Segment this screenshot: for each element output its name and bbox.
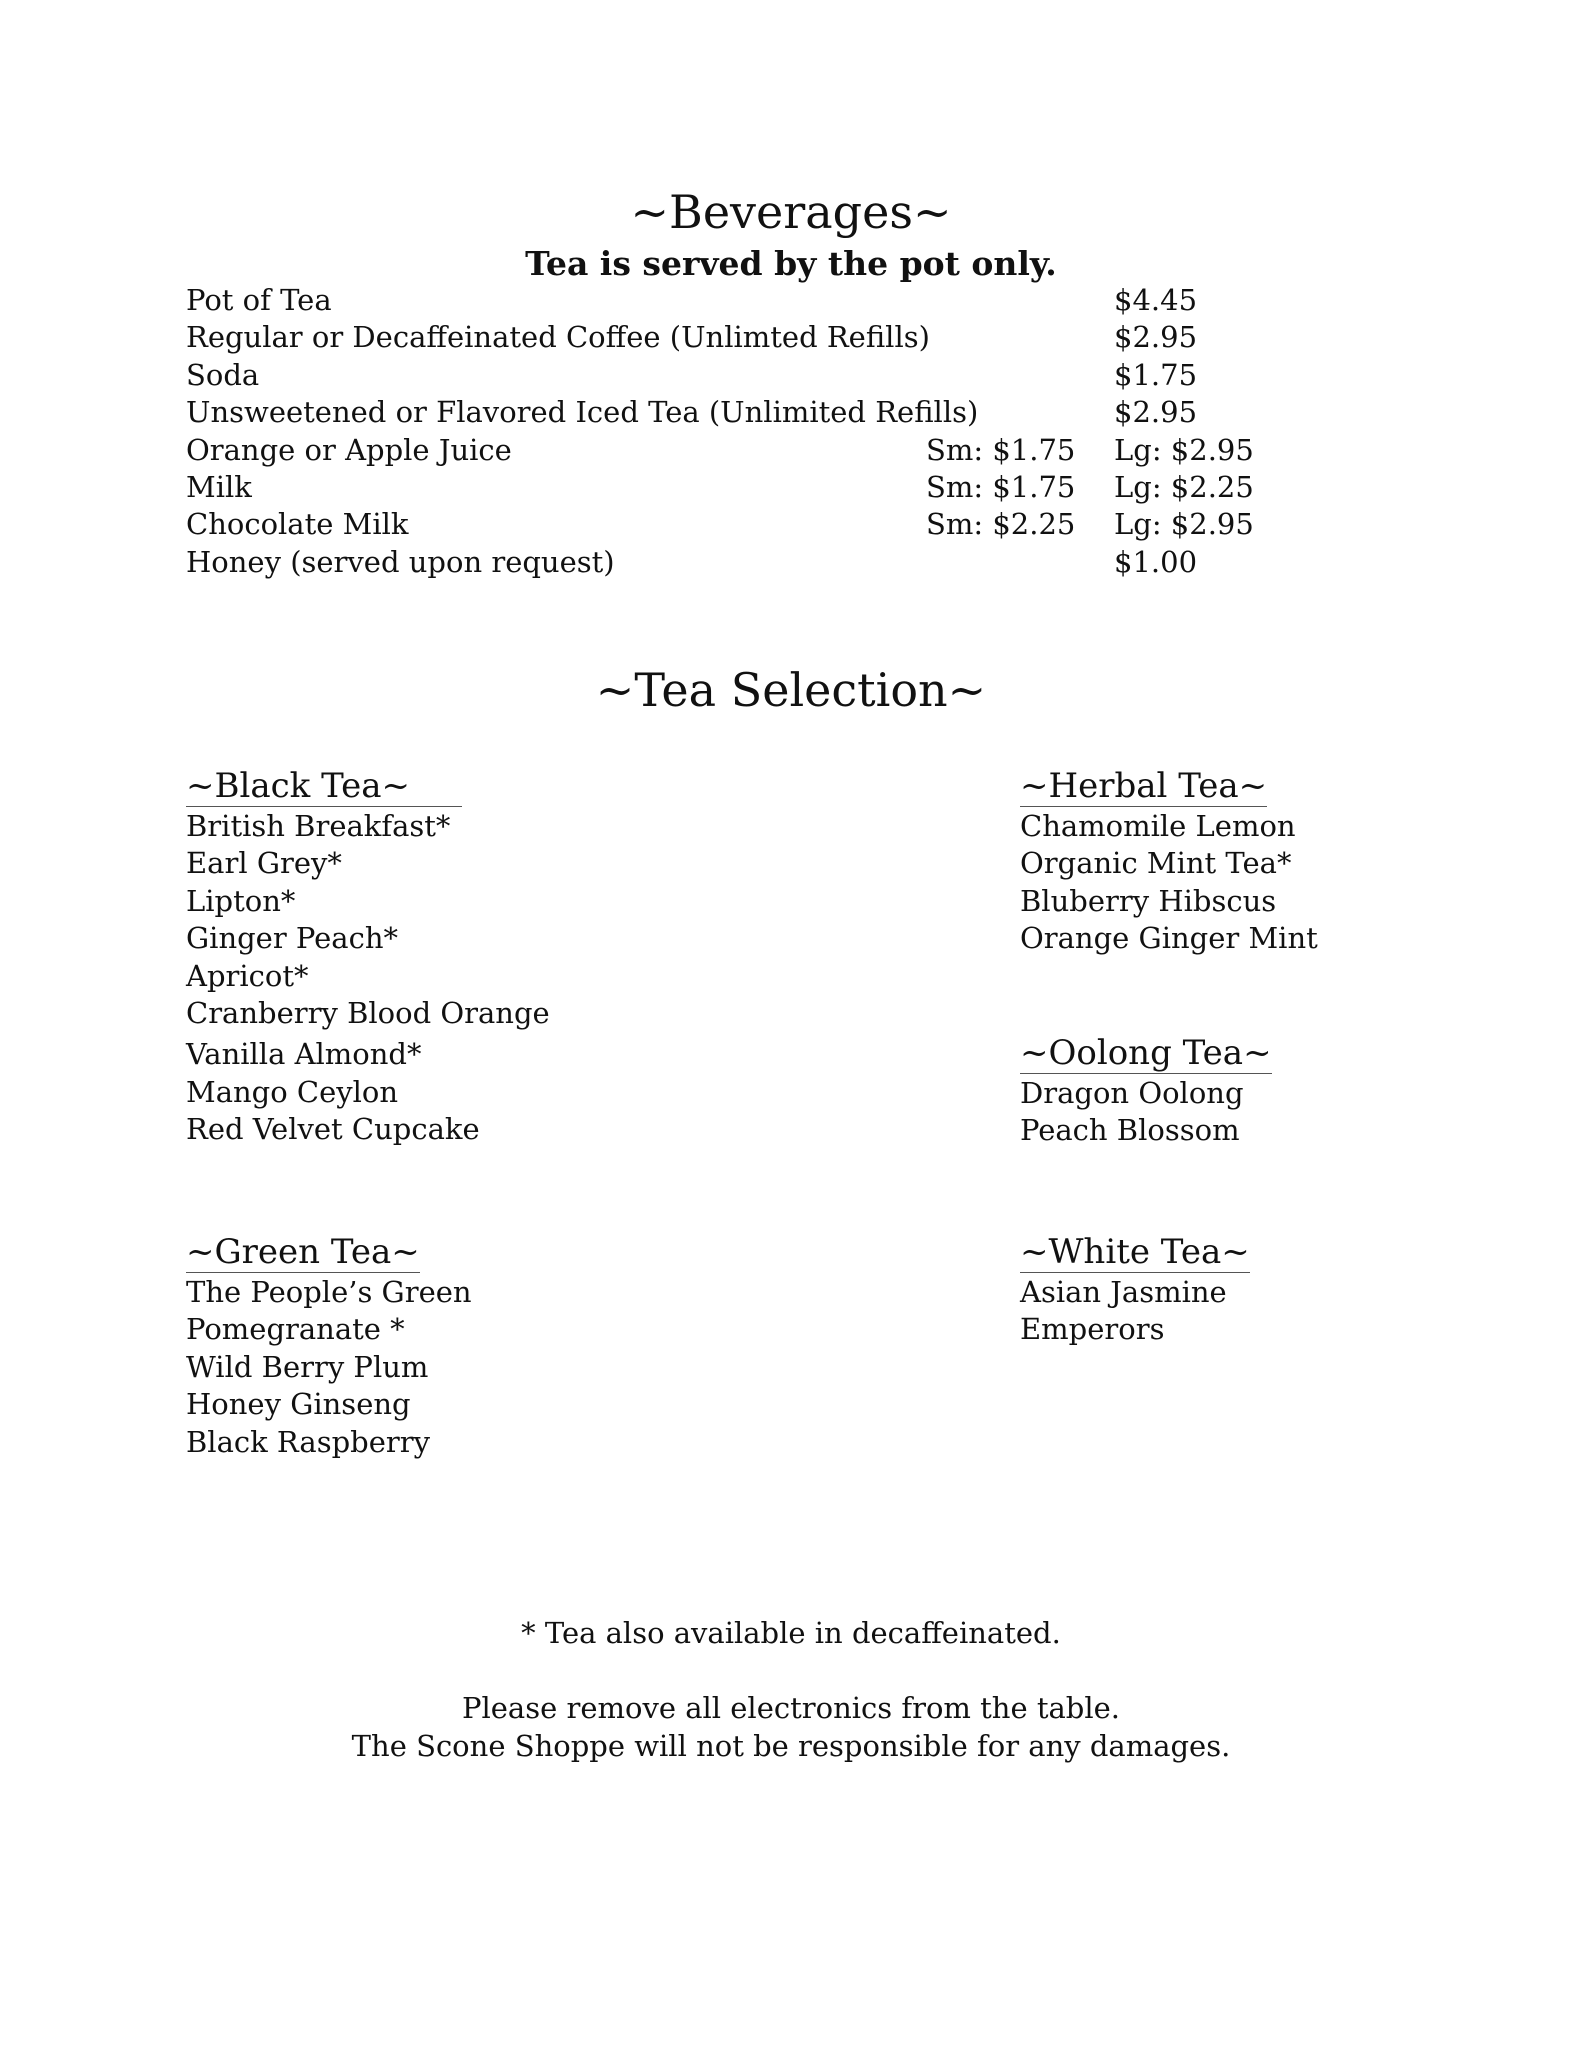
tea-item: British Breakfast* xyxy=(186,809,451,843)
tea-item: Bluberry Hibscus xyxy=(1020,883,1277,918)
beverage-small-price: Sm: $1.75 xyxy=(926,432,1076,467)
beverage-large-price: Lg: $2.95 xyxy=(1114,507,1254,542)
beverage-row xyxy=(186,282,1336,319)
beverage-row xyxy=(186,319,1336,356)
beverage-name: Chocolate Milk xyxy=(186,507,409,542)
beverage-large-price: Lg: $2.95 xyxy=(1114,432,1254,467)
beverage-row xyxy=(186,394,1336,431)
beverage-name: Regular or Decaffeinated Coffee (Unlimted Refills) xyxy=(186,320,930,355)
oolong-tea-heading: ~Oolong Tea~ xyxy=(1020,1033,1272,1073)
herbal-tea-section xyxy=(1020,766,1540,958)
beverage-name: Orange or Apple Juice xyxy=(186,432,512,467)
beverage-small-price: Sm: $1.75 xyxy=(926,469,1076,504)
beverage-price: $4.45 xyxy=(1114,283,1198,317)
tea-item: Cranberry Blood Orange xyxy=(186,996,550,1031)
liability-note: The Scone Shoppe will not be responsible for any damages. xyxy=(351,1729,1231,1763)
beverage-row xyxy=(186,469,1336,506)
tea-item: Wild Berry Plum xyxy=(186,1349,429,1384)
tea-item: Asian Jasmine xyxy=(1020,1275,1227,1309)
beverage-name: Unsweetened or Flavored Iced Tea (Unlimited Refills) xyxy=(186,395,979,430)
tea-item: Organic Mint Tea* xyxy=(1020,846,1292,881)
tea-item: Dragon Oolong xyxy=(1020,1076,1244,1110)
beverage-name: Milk xyxy=(186,469,252,504)
beverage-row xyxy=(186,357,1336,394)
beverage-large-price: Lg: $2.25 xyxy=(1114,469,1254,504)
beverages-title: ~Beverages~ xyxy=(630,185,952,239)
beverage-price: $2.95 xyxy=(1114,395,1198,430)
herbal-tea-heading: ~Herbal Tea~ xyxy=(1020,766,1268,806)
tea-selection-title: ~Tea Selection~ xyxy=(595,663,987,717)
beverage-row xyxy=(186,432,1336,469)
white-tea-section xyxy=(1020,1232,1540,1349)
tea-item: Chamomile Lemon xyxy=(1020,809,1296,843)
beverage-row xyxy=(186,506,1336,543)
beverages-subtitle: Tea is served by the pot only. xyxy=(525,244,1057,283)
decaf-note: * Tea also available in decaffeinated. xyxy=(521,1616,1061,1650)
tea-item: Orange Ginger Mint xyxy=(1020,921,1318,956)
tea-item: Honey Ginseng xyxy=(186,1387,411,1422)
tea-item: The People’s Green xyxy=(186,1275,472,1309)
oolong-tea-section xyxy=(1020,1033,1540,1150)
beverage-name: Soda xyxy=(186,357,260,392)
tea-item: Red Velvet Cupcake xyxy=(186,1112,480,1147)
beverage-list xyxy=(186,282,1336,581)
green-tea-section xyxy=(186,1232,706,1461)
tea-item: Peach Blossom xyxy=(1020,1113,1240,1148)
tea-item: Black Raspberry xyxy=(186,1424,430,1459)
tea-item: Mango Ceylon xyxy=(186,1074,399,1109)
tea-item: Pomegranate * xyxy=(186,1312,405,1347)
beverage-row xyxy=(186,544,1336,581)
white-tea-heading: ~White Tea~ xyxy=(1020,1232,1250,1272)
black-tea-section xyxy=(186,766,706,1149)
tea-item: Apricot* xyxy=(186,958,309,993)
electronics-note: Please remove all electronics from the table. xyxy=(461,1691,1121,1725)
beverage-name: Honey (served upon request) xyxy=(186,544,615,579)
beverage-price: $1.00 xyxy=(1114,544,1198,579)
beverage-price: $2.95 xyxy=(1114,320,1198,355)
tea-item: Ginger Peach* xyxy=(186,921,399,956)
beverage-small-price: Sm: $2.25 xyxy=(926,507,1076,542)
green-tea-heading: ~Green Tea~ xyxy=(186,1232,420,1272)
tea-item: Earl Grey* xyxy=(186,846,342,881)
tea-item: Lipton* xyxy=(186,883,296,918)
tea-item: Emperors xyxy=(1020,1312,1165,1347)
tea-item: Vanilla Almond* xyxy=(186,1037,422,1072)
black-tea-heading: ~Black Tea~ xyxy=(186,766,462,807)
beverage-price: $1.75 xyxy=(1114,357,1198,392)
beverage-name: Pot of Tea xyxy=(186,283,332,317)
